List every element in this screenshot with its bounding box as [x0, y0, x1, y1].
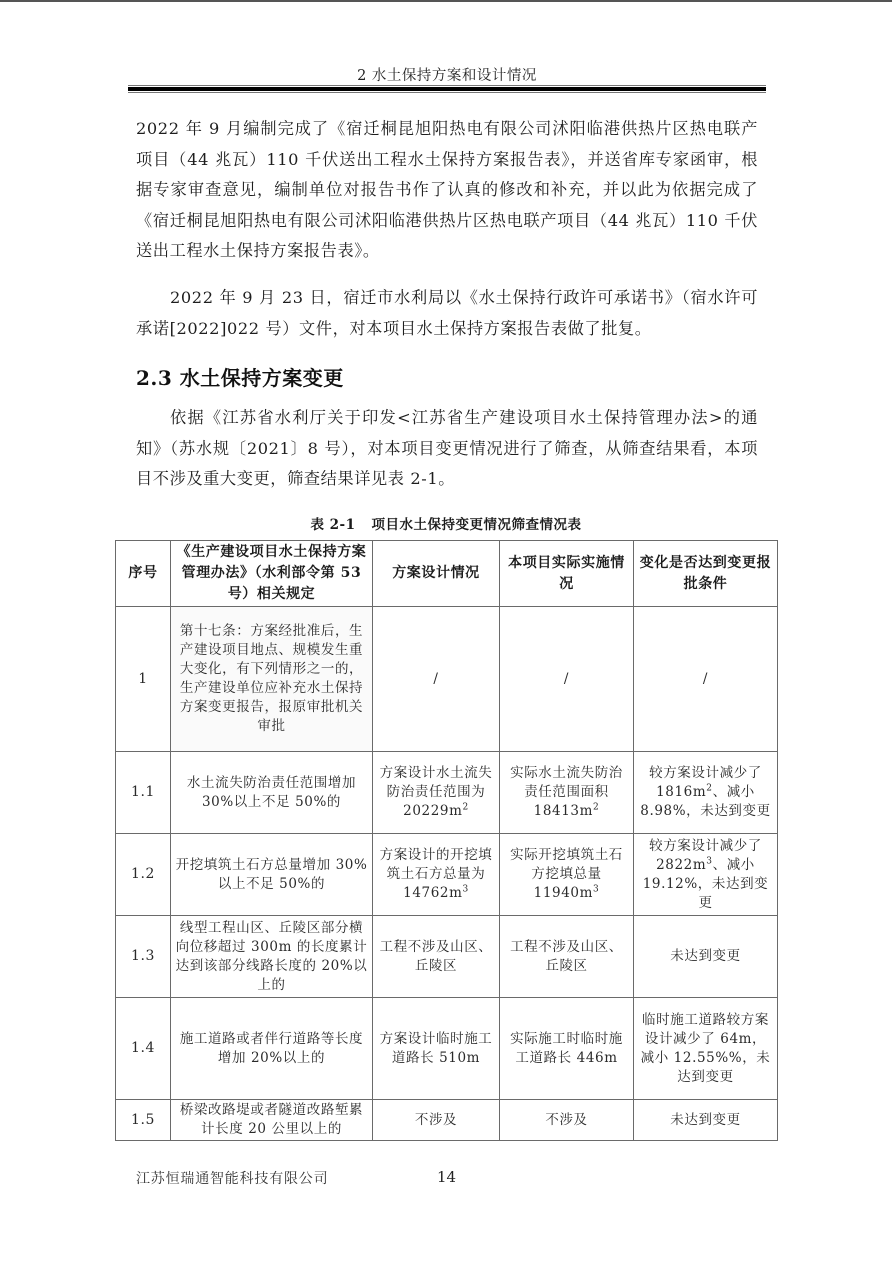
cell-result: 未达到变更: [634, 1100, 778, 1141]
table-row: [116, 1100, 778, 1141]
table-row: [116, 834, 778, 916]
paragraph-section-intro: 依据《江苏省水利厅关于印发<江苏省生产建设项目水土保持管理办法>的通知》（苏水规〔2021〕8 号），对本项目变更情况进行了筛查，从筛查结果看，本项目不涉及重大变更，筛查结果详见表 2-1。: [136, 408, 758, 488]
table-row: [116, 998, 778, 1100]
cell-result: 较方案设计减少了 $1816m^2$、减小 8.98%，未达到变更: [634, 752, 778, 834]
cell-actual: 不涉及: [500, 1100, 634, 1141]
running-header: 2 水土保持方案和设计情况: [357, 68, 537, 84]
cell-seq: 1: [116, 607, 171, 752]
table-header-row: [116, 541, 778, 607]
cell-actual: 工程不涉及山区、丘陵区: [500, 916, 634, 998]
cell-design: 工程不涉及山区、丘陵区: [373, 916, 500, 998]
section-title: 2.3 水土保持方案变更: [136, 366, 344, 390]
cell-design: 方案设计临时施工道路长 510m: [373, 998, 500, 1100]
cell-design: 方案设计的开挖填筑土石方总量为 $14762m^3$: [373, 834, 500, 916]
cell-actual: 实际开挖填筑土石方挖填总量 $11940m^3$: [500, 834, 634, 916]
cell-seq: 1.5: [116, 1100, 171, 1141]
cell-design: 不涉及: [373, 1100, 500, 1141]
header-result: 变化是否达到变更报批条件: [634, 541, 778, 607]
paragraph-plan-compiled: 2022 年 9 月编制完成了《宿迁桐昆旭阳热电有限公司沭阳临港供热片区热电联产项目（44 兆瓦）110 千伏送出工程水土保持方案报告表》，并送省库专家函审，根据专家审查意见，编制单位对报告书作了认真的修改和补充，并以此为依据完成了《宿迁桐昆旭阳热电有限公司沭阳临港供热片区热电联产项目（44 兆瓦）110 千伏送出工程水土保持方案报告表》。: [136, 119, 758, 260]
table-caption-title: 项目水土保持变更情况筛查情况表: [371, 517, 582, 533]
cell-design: /: [373, 607, 500, 752]
change-screening-table: [115, 540, 778, 1141]
cell-actual: 实际施工时临时施工道路长 446m: [500, 998, 634, 1100]
paragraph-approval: 2022 年 9 月 23 日，宿迁市水利局以《水土保持行政许可承诺书》（宿水许可承诺[2022]022 号）文件，对本项目水土保持方案报告表做了批复。: [136, 288, 758, 338]
page-number: 14: [437, 1168, 457, 1186]
cell-seq: 1.2: [116, 834, 171, 916]
table-row: [116, 752, 778, 834]
header-regulation: 《生产建设项目水土保持方案管理办法》（水利部令第 53 号）相关规定: [171, 541, 373, 607]
table-caption-number: 表 2-1: [310, 517, 356, 533]
cell-actual: 实际水土流失防治责任范围面积 $18413m^2$: [500, 752, 634, 834]
cell-seq: 1.3: [116, 916, 171, 998]
cell-regulation: 桥梁改路堤或者隧道改路堑累计长度 20 公里以上的: [171, 1100, 373, 1141]
cell-regulation: 线型工程山区、丘陵区部分横向位移超过 300m 的长度累计达到该部分线路长度的 20%以上的: [171, 916, 373, 998]
header-seq: 序号: [116, 541, 171, 607]
cell-result: 较方案设计减少了 $2822m^3$、减小 19.12%，未达到变更: [634, 834, 778, 916]
footer-company: 江苏恒瑞通智能科技有限公司: [136, 1171, 329, 1187]
cell-regulation: 第十七条：方案经批准后，生产建设项目地点、规模发生重大变化，有下列情形之一的，生产建设单位应补充水土保持方案变更报告，报原审批机关审批: [171, 607, 373, 752]
header-design: 方案设计情况: [373, 541, 500, 607]
cell-actual: /: [500, 607, 634, 752]
header-actual: 本项目实际实施情况: [500, 541, 634, 607]
cell-seq: 1.4: [116, 998, 171, 1100]
cell-seq: 1.1: [116, 752, 171, 834]
cell-result: 临时施工道路较方案设计减少了 64m，减小 12.55%%，未达到变更: [634, 998, 778, 1100]
header-rule: [128, 85, 766, 93]
cell-result: 未达到变更: [634, 916, 778, 998]
cell-regulation: 施工道路或者伴行道路等长度增加 20%以上的: [171, 998, 373, 1100]
cell-design: 方案设计水土流失防治责任范围为 $20229m^2$: [373, 752, 500, 834]
table-row: [116, 916, 778, 998]
scan-top-edge: [0, 0, 892, 2]
table-row: [116, 607, 778, 752]
cell-regulation: 开挖填筑土石方总量增加 30%以上不足 50%的: [171, 834, 373, 916]
cell-regulation: 水土流失防治责任范围增加 30%以上不足 50%的: [171, 752, 373, 834]
cell-result: /: [634, 607, 778, 752]
table-caption: [116, 513, 776, 533]
